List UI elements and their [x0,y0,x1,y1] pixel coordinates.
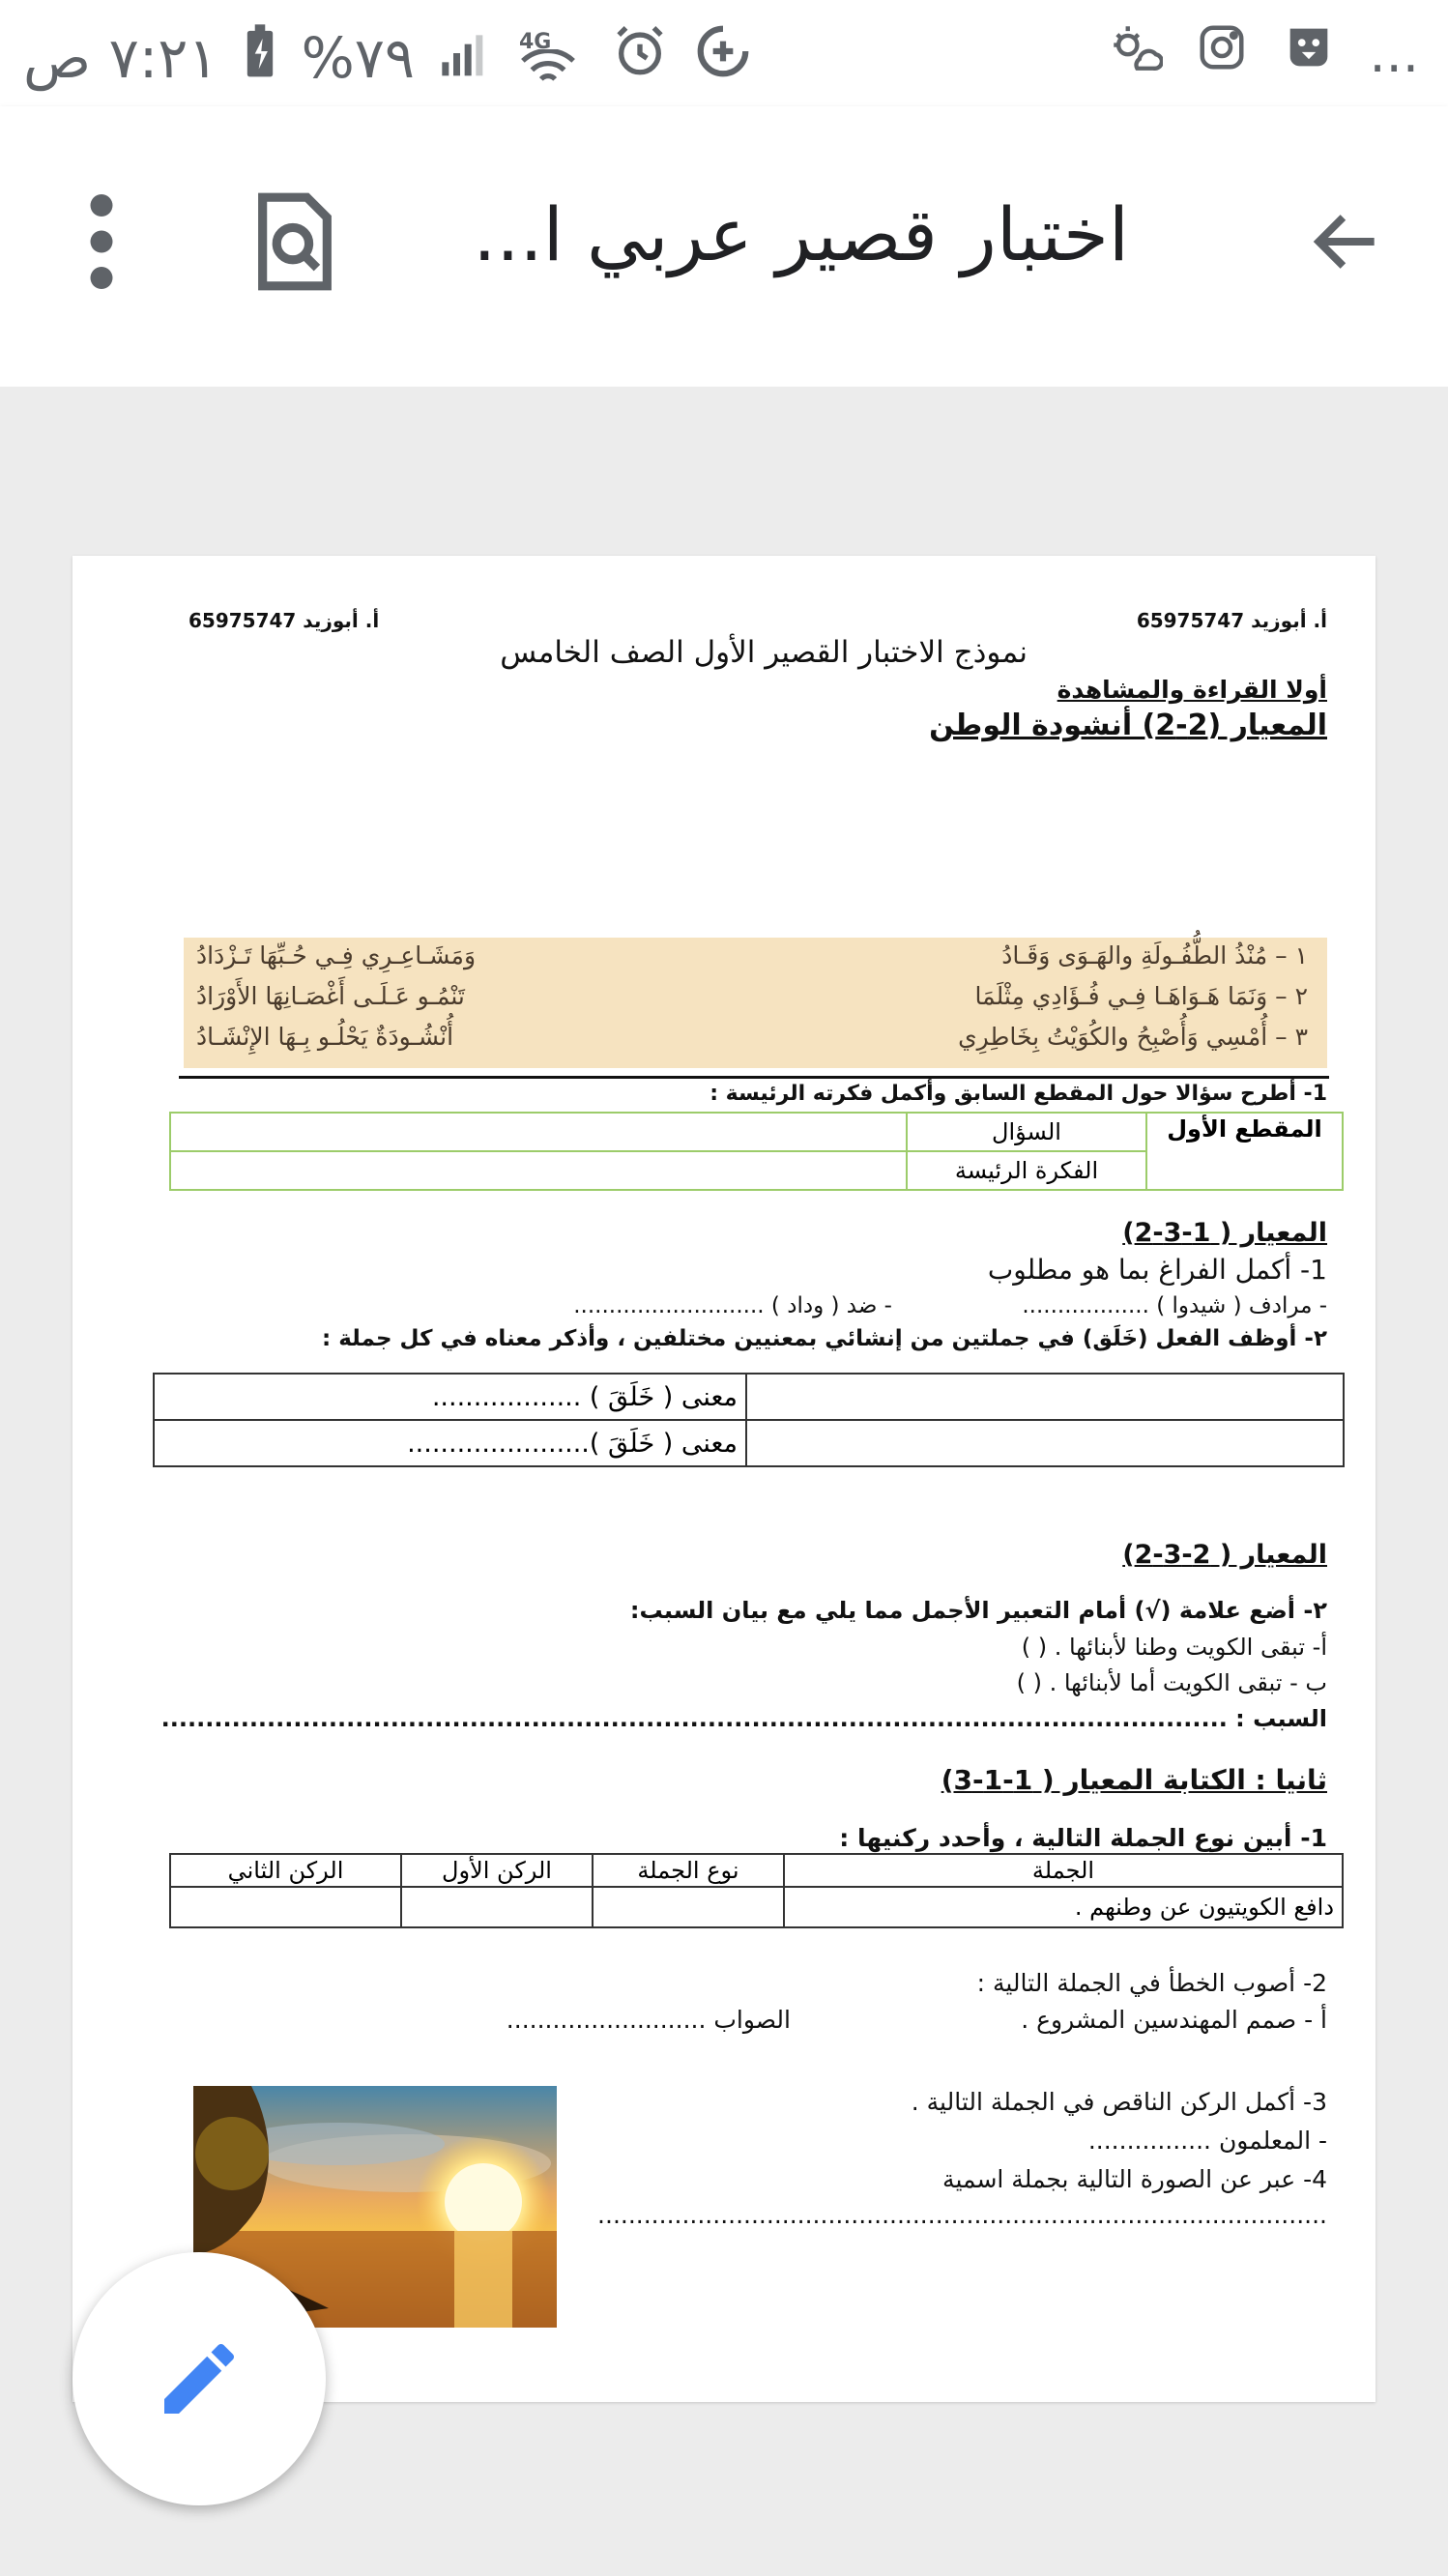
signal-icon [440,25,494,91]
column-header: نوع الجملة [593,1854,784,1887]
writing-question-2-a: أ - صمم المهندسين المشروع . [1021,2006,1327,2034]
section1-title: أولا القراءة والمشاهدة [1057,676,1327,704]
question-table [169,1112,1344,1191]
standard2-heading: المعيار ( 1-3-2) [1122,1218,1327,1248]
section-label-cell: المقطع الأول [1146,1113,1343,1190]
sentence-analysis-table [169,1853,1344,1928]
meaning-table [153,1373,1345,1467]
meaning-cell: معنى ( خَلَقَ )...................... [154,1420,746,1466]
poem-line: ٢ – وَنَمَا هَـوَاهَـا فِـي فُـؤَادِي مِثْلَمَا تَنْمُـو عَـلَـى أَغْصَـانِهَا الأَوْرَادُ [196,982,1308,1010]
antonym-line: - ضد ( وداد ) ........................... [573,1293,892,1318]
document-title: اختبار قصير عربي ا... [473,191,1129,277]
instagram-icon [1196,21,1248,86]
column-header: الركن الأول [401,1854,593,1887]
search-in-document-button[interactable] [246,188,353,295]
option-b: ب - تبقى الكويت أما لأبنائها . ( ) [1016,1669,1327,1696]
answer-cell[interactable] [170,1113,907,1151]
more-vert-icon [68,188,135,295]
alarm-icon [612,23,668,93]
header-right: أ. أبوزيد 65975747 [1136,609,1327,632]
option-a: أ- تبقى الكويت وطنا لأبنائها . ( ) [1021,1634,1327,1661]
main-idea-label-cell: الفكرة الرئيسة [907,1151,1146,1190]
writing-question-4: 4- عبر عن الصورة التالية بجملة اسمية [942,2165,1327,2193]
standard1-heading: المعيار (2-2) أنشودة الوطن [929,709,1327,742]
answer-cell[interactable] [170,1151,907,1190]
document-search-icon [246,188,343,295]
edit-fab-button[interactable] [72,2252,326,2505]
poem-line: ١ – مُنْذُ الطُّفُـولَةِ والهَـوَى وَقَـادُ وَمَشَـاعِـرِي فِـي حُـبِّهَا تَـزْدَادُ [196,941,1308,970]
header-left: أ. أبوزيد 65975747 [188,609,380,632]
column-header: الجملة [784,1854,1343,1887]
reason-line: السبب : ......................................................................................................................... [160,1705,1327,1732]
back-button[interactable] [1293,188,1400,295]
answer-cell[interactable] [593,1887,784,1927]
clock-time: ٧:٢١ ص [23,25,218,91]
section2-heading: ثانيا : الكتابة المعيار ( 1-1-3) [941,1764,1327,1796]
battery-percent: %٧٩ [301,25,415,91]
correction-line: الصواب .......................... [506,2006,791,2034]
question-2-2: ٢- أوظف الفعل (خَلَق) في جملتين من إنشائي بمعنيين مختلفين ، وأذكر معناه في كل جملة : [322,1326,1327,1351]
sentence-cell[interactable] [746,1374,1344,1420]
synonym-line: - مرادف ( شيدوا ) .................. [1022,1293,1327,1318]
column-header: الركن الثاني [170,1854,401,1887]
writing-question-1: 1- أبين نوع الجملة التالية ، وأحدد ركنيها : [839,1824,1327,1852]
question-3: ٢- أضع علامة (√) أمام التعبير الأجمل مما يلي مع بيان السبب: [629,1597,1327,1624]
battery-icon [244,23,276,93]
data-saver-icon [693,21,753,95]
writing-question-2: 2- أصوب الخطأ في الجملة التالية : [976,1969,1327,1997]
main-title: نموذج الاختبار القصير الأول الصف الخامس [500,635,1028,670]
pencil-icon [153,2332,246,2425]
standard3-heading: المعيار ( 2-3-2) [1122,1540,1327,1570]
document-viewer[interactable] [0,387,1448,2576]
question-label-cell: السؤال [907,1113,1146,1151]
app-toolbar [0,106,1448,387]
status-bar [0,0,1448,106]
poem-line: ٣ – أُمْسِي وَأُصْبِحُ والكُوَيْتُ بِخَاطِرِي أُنْشُـودَةٌ يَحْلُـو بِـهَا الإِنْشَـادُ [196,1023,1308,1051]
answer-line: ............................................................................................... [597,2201,1327,2229]
app-notification-icon [1281,19,1337,88]
writing-question-3: 3- أكمل الركن الناقص في الجملة التالية . [911,2088,1327,2116]
answer-cell[interactable] [401,1887,593,1927]
question-2-1: 1- أكمل الفراغ بما هو مطلوب [987,1254,1327,1286]
question-1: 1- أطرح سؤالا حول المقطع السابق وأكمل فكرته الرئيسة : [710,1082,1327,1106]
overflow-dots: ... [1369,23,1419,84]
poem-box [184,938,1327,1068]
meaning-cell: معنى ( خَلَقَ ) .................. [154,1374,746,1420]
arrow-back-icon [1305,200,1388,283]
answer-cell[interactable] [170,1887,401,1927]
sentence-cell[interactable] [746,1420,1344,1466]
document-page [72,556,1376,2402]
wifi-4g-icon: 4G [519,30,587,86]
divider [179,1076,1329,1079]
more-options-button[interactable] [68,188,135,295]
sentence-cell: دافع الكويتيون عن وطنهم . [784,1887,1343,1927]
writing-question-3-a: - المعلمون ................ [1087,2127,1327,2155]
weather-icon [1107,19,1163,88]
